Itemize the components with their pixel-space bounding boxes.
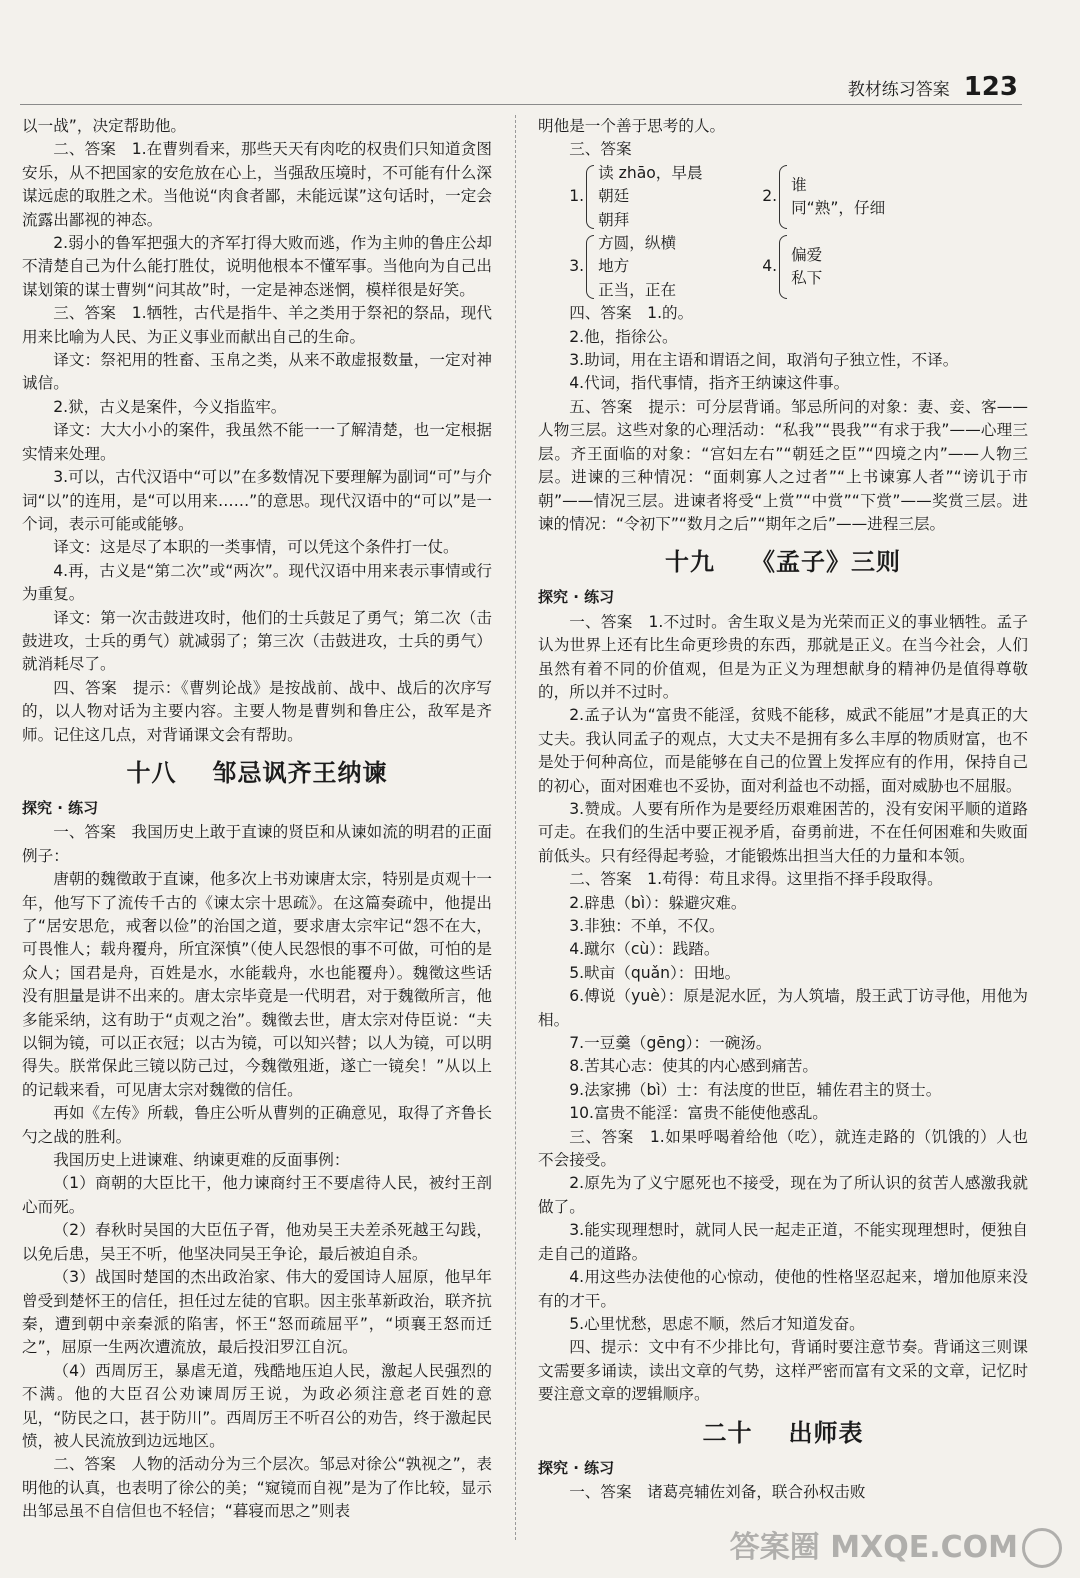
brace-item: 偏爱 — [791, 245, 823, 264]
watermark-text: 答案圈 MXQE.COM — [729, 1529, 1018, 1565]
brace-row-1 — [538, 162, 1028, 232]
paragraph: 译文：大大小小的案件，我虽然不能一一了解清楚，也一定根据实情来处理。 — [22, 421, 492, 463]
paragraph: 10.富贵不能淫：富贵不能使他惑乱。 — [569, 1104, 828, 1123]
brace-group — [569, 232, 754, 302]
brace-item: 读 zhāo，早晨 — [598, 163, 703, 182]
subsection-label: 探究 · 练习 — [22, 798, 99, 817]
brace-item: 正当，正在 — [598, 280, 677, 299]
section-title-18 — [22, 753, 492, 793]
watermark-logo — [730, 1522, 1062, 1569]
paragraph: 二、答案 人物的活动分为三个层次。邹忌对徐公“孰视之”，表明他的认真，也表明了徐公的美；“窥镜而自视”是为了作比较，显示出邹忌虽不自信但也不轻信；“暮寝而思之”则表 — [22, 1455, 492, 1521]
paragraph: 4.用这些办法使他的心惊动，使他的性格坚忍起来，增加他原来没有的才干。 — [538, 1268, 1028, 1310]
column-divider — [515, 115, 516, 1540]
brace-item: 同“熟”，仔细 — [791, 198, 886, 217]
paragraph: 2.狱，古义是案件，今义指监牢。 — [53, 397, 287, 416]
brace-group — [762, 232, 947, 302]
paragraph: 我国历史上进谏难、纳谏更难的反面事例： — [53, 1151, 350, 1170]
paragraph: 3.非独：不单，不仅。 — [569, 917, 725, 935]
paragraph: 译文：这是尽了本职的一类事情，可以凭这个条件打一仗。 — [53, 538, 459, 557]
paragraph: 唐朝的魏徵敢于直谏，他多次上书劝谏唐太宗，特别是贞观十一年，他写下了流传千古的《谏太宗十思疏》。在这篇奏疏中，他提出了“居安思危，戒奢以俭”的治国之道，要求唐太宗牢记“怨不在大，可畏惟人；载舟覆舟，所宜深慎”（使人民怨恨的事不可做，可怕的是众人；国君是舟，百姓是水，水能载舟，水也能覆舟）。魏徵这些话没有胆量是讲不出来的。唐太宗毕竟是一代明君，对于魏徵所言，他多能采纳，这有助于“贞观之治”。魏徵去世，唐太宗对侍臣说：“夫以铜为镜，可以正衣冠；以古为镜，可以知兴替；以人为镜，可以明得失。朕常保此三镜以防己过，今魏徵殂逝，遂亡一镜矣！”从以上的记载来看，可见唐太宗对魏徵的信任。 — [22, 870, 492, 1099]
paragraph: 8.苦其心志：使其的内心感到痛苦。 — [569, 1057, 818, 1076]
paragraph: 2.孟子认为“富贵不能淫，贫贱不能移，威武不能屈”才是真正的大丈夫。我认同孟子的观点，大丈夫不是拥有多么丰厚的物质财富，也不是处于何种高位，而是能够在自己的位置上发挥应有的作用，保持自己的初心，面对困难也不妥协，面对利益也不动摇，面对威胁也不屈服。 — [538, 706, 1028, 795]
subsection-label: 探究 · 练习 — [538, 1458, 615, 1477]
paragraph: 四、提示：文中有不少排比句，背诵时要注意节奏。背诵这三则课文需要多诵读，读出文章的气势，这样严密而富有文采的文章，记忆时要注意文章的逻辑顺序。 — [538, 1338, 1028, 1404]
section-name: 出师表 — [788, 1418, 864, 1447]
brace-item: 方圆，纵横 — [598, 234, 677, 253]
brace-icon — [586, 165, 594, 229]
paragraph: 3.助词，用在主语和谓语之间，取消句子独立性，不译。 — [569, 351, 959, 370]
header-title: 教材练习答案 — [847, 80, 950, 100]
paragraph: 7.一豆羹（gēng）：一碗汤。 — [569, 1034, 772, 1053]
page-header — [848, 72, 1018, 102]
paragraph: 译文：祭祀用的牲畜、玉帛之类，从来不敢虚报数量，一定对神诚信。 — [22, 351, 492, 393]
section-number: 十八 — [126, 758, 177, 787]
brace-number: 2. — [762, 187, 778, 206]
subsection-label: 探究 · 练习 — [538, 588, 615, 607]
paragraph: 4.蹴尔（cù）：践踏。 — [569, 940, 720, 959]
brace-group — [569, 162, 754, 232]
paragraph: 5.畎亩（quǎn）：田地。 — [569, 963, 741, 982]
paragraph: 一、答案 诸葛亮辅佐刘备，联合孙权击败 — [569, 1482, 866, 1501]
paragraph: 以一战”，决定帮助他。 — [22, 117, 187, 135]
paragraph: 三、答案 1.如果呼喝着给他（吃），就连走路的（饥饿的）人也不会接受。 — [538, 1127, 1028, 1170]
brace-number: 1. — [569, 187, 585, 206]
paragraph: 4.代词，指代事情，指齐王纳谏这件事。 — [569, 374, 850, 393]
paragraph: 6.傅说（yuè）：原是泥水匠，为人筑墙，殷王武丁访寻他，用他为相。 — [538, 987, 1028, 1029]
section-name: 《孟子》三则 — [751, 548, 901, 577]
paragraph: 2.原先为了义宁愿死也不接受，现在为了所认识的贫苦人感激我就做了。 — [538, 1174, 1028, 1216]
watermark-badge-icon — [1022, 1528, 1062, 1568]
paragraph: 五、答案 提示：可分层背诵。邹忌所问的对象：妻、妾、客——人物三层。这些对象的心理活动：“私我”“畏我”“有求于我”——心理三层。齐王面临的对象：“宫妇左右”“朝廷之臣”“四境之内”——人物三层。进谏的三种情况：“面刺寡人之过者”“上书谏寡人者”“谤讥于市朝”——情况三层。进谏者将受“上赏”“中赏”“下赏”——奖赏三层。进谏的情况：“令初下”“数月之后”“期年之后”——进程三层。 — [538, 397, 1028, 533]
brace-number: 3. — [569, 257, 585, 276]
brace-group — [762, 162, 947, 232]
paragraph: 2.弱小的鲁军把强大的齐军打得大败而逃，作为主帅的鲁庄公却不清楚自己为什么能打胜仗，说明他根本不懂军事。当他向为自己出谋划策的谋士曹刿“问其故”时，一定是神态迷惘，模样很是好笑。 — [22, 234, 492, 299]
paragraph: 3.可以，古代汉语中“可以”在多数情况下要理解为副词“可”与介词“以”的连用，是“可以用来……”的意思。现代汉语中的“可以”是一个词，表示可能或能够。 — [22, 468, 492, 533]
brace-item: 谁 — [791, 175, 807, 194]
paragraph: 一、答案 1.不过时。舍生取义是为光荣而正义的事业牺牲。孟子认为世界上还有比生命更珍贵的东西，那就是正义。在当今社会，人们虽然有着不同的价值观，但是为正义为理想献身的精神仍是值得尊敬的，所以并不过时。 — [538, 612, 1028, 701]
brace-item: 朝拜 — [598, 210, 630, 229]
left-column — [22, 115, 492, 1524]
section-name: 邹忌讽齐王纳谏 — [212, 758, 388, 787]
paragraph: （1）商朝的大臣比干，他力谏商纣王不要虐待人民，被纣王剖心而死。 — [22, 1174, 492, 1216]
section-number: 十九 — [665, 548, 715, 577]
paragraph: （3）战国时楚国的杰出政治家、伟大的爱国诗人屈原，他早年曾受到楚怀王的信任，担任过左徒的官职。因主张革新政治，联齐抗秦，遭到朝中亲秦派的陷害，怀王“怒而疏屈平”，“顷襄王怒而迁之”，屈原一生两次遭流放，最后投汨罗江自沉。 — [22, 1268, 492, 1357]
brace-row-2 — [538, 232, 1028, 302]
paragraph: 二、答案 1.在曹刿看来，那些天天有肉吃的权贵们只知道贪图安乐，从不把国家的安危放在心上，当强敌压境时，不可能有什么深谋远虑的取胜之术。当他说“肉食者鄙，未能远谋”这句话时，一定会流露出鄙视的神态。 — [22, 140, 492, 229]
paragraph: 四、答案 提示：《曹刿论战》是按战前、战中、战后的次序写的，以人物对话为主要内容。主要人物是曹刿和鲁庄公，敌军是齐师。记住这几点，对背诵课文会有帮助。 — [22, 678, 492, 744]
paragraph: 4.再，古义是“第二次”或“两次”。现代汉语中用来表示事情或行为重复。 — [22, 561, 492, 604]
brace-icon — [779, 235, 787, 299]
paragraph: （2）春秋时吴国的大臣伍子胥，他劝吴王夫差杀死越王勾践，以免后患，吴王不听，他坚决同吴王争论，最后被迫自杀。 — [22, 1221, 492, 1263]
brace-icon — [779, 165, 787, 229]
paragraph: 3.赞成。人要有所作为是要经历艰难困苦的，没有安闲平顺的道路可走。在我们的生活中要正视矛盾，奋勇前进，不在任何困难和失败面前低头。只有经得起考验，才能锻炼出担当大任的力量和本领。 — [538, 799, 1028, 865]
paragraph: 译文：第一次击鼓进攻时，他们的士兵鼓足了勇气；第二次（击鼓进攻，士兵的勇气）就减弱了；第三次（击鼓进攻，士兵的勇气）就消耗尽了。 — [22, 608, 492, 674]
paragraph: （4）西周厉王，暴虐无道，残酷地压迫人民，激起人民强烈的不满。他的大臣召公劝谏周厉王说，为政必须注意老百姓的意见，“防民之口，甚于防川”。西周厉王不听召公的劝告，终于激起民愤，被人民流放到边远地区。 — [22, 1361, 492, 1450]
paragraph: 三、答案 — [569, 140, 632, 159]
brace-number: 4. — [762, 257, 778, 276]
paragraph: 5.心里忧愁，思虑不顺，然后才知道发奋。 — [569, 1314, 865, 1333]
paragraph: 2.他，指徐公。 — [569, 327, 678, 346]
section-title-20 — [538, 1413, 1028, 1453]
brace-item: 地方 — [598, 257, 630, 276]
header-rule — [20, 104, 1022, 105]
page-number: 123 — [963, 72, 1018, 102]
paragraph: 9.法家拂（bì）士：有法度的世臣，辅佐君主的贤士。 — [569, 1080, 942, 1099]
paragraph: 明他是一个善于思考的人。 — [538, 117, 726, 135]
brace-item: 私下 — [791, 269, 823, 288]
paragraph: 2.辟患（bì）：躲避灾难。 — [569, 893, 747, 912]
paragraph: 二、答案 1.苟得：苟且求得。这里指不择手段取得。 — [569, 870, 943, 889]
section-number: 二十 — [702, 1418, 753, 1447]
paragraph: 四、答案 1.的。 — [569, 304, 694, 323]
paragraph: 三、答案 1.牺牲，古代是指牛、羊之类用于祭祀的祭品，现代用来比喻为人民、为正义事业而献出自己的生命。 — [22, 304, 492, 346]
brace-icon — [586, 235, 594, 299]
section-title-19 — [538, 542, 1028, 582]
brace-item: 朝廷 — [598, 187, 630, 206]
paragraph: 再如《左传》所载，鲁庄公听从曹刿的正确意见，取得了齐鲁长勺之战的胜利。 — [22, 1104, 492, 1146]
right-column — [538, 115, 1028, 1504]
paragraph: 一、答案 我国历史上敢于直谏的贤臣和从谏如流的明君的正面例子： — [22, 823, 492, 865]
paragraph: 3.能实现理想时，就同人民一起走正道，不能实现理想时，便独自走自己的道路。 — [538, 1221, 1028, 1263]
